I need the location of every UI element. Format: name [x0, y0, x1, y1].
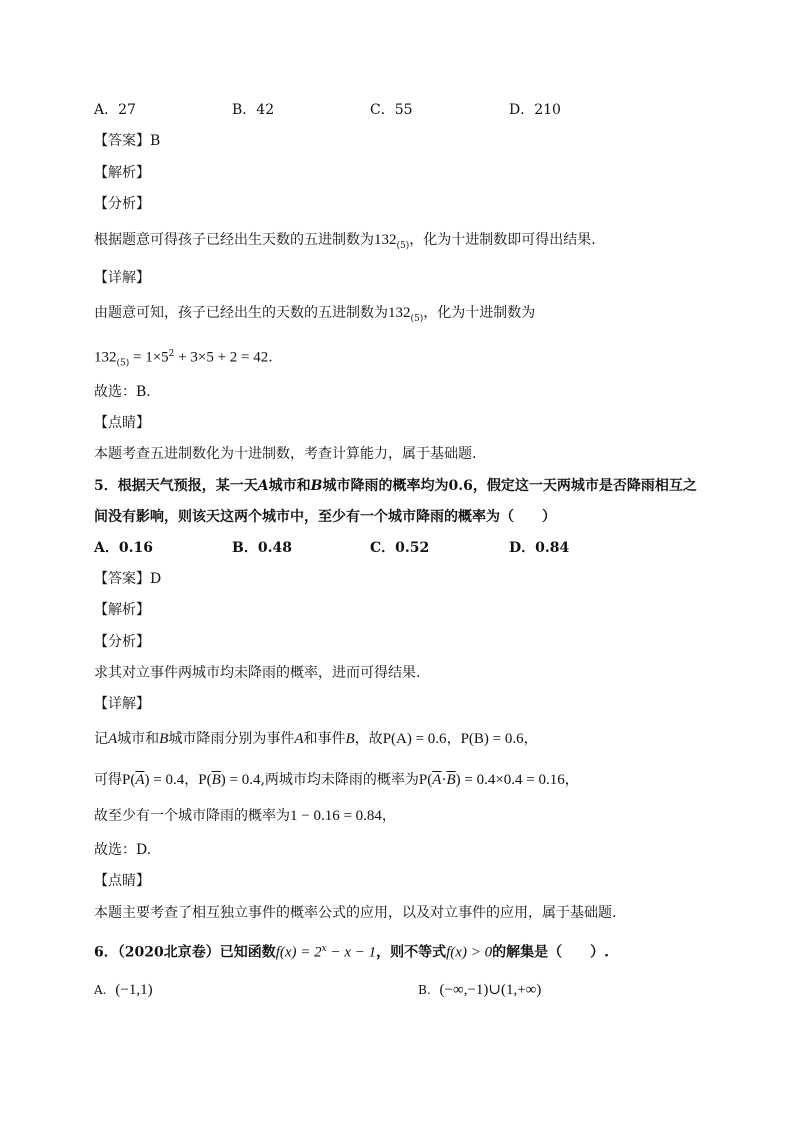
q6-stem: 6．（2020北京卷）已知函数$f(x) = 2^x - x - 1$，则不等式f(x) > 0的解集是（ ）.	[94, 944, 609, 961]
q5-option-b: B．0.48	[232, 540, 292, 556]
q4-choose: 故选：B.	[94, 384, 151, 400]
q5-detail-line3: 故至少有一个城市降雨的概率为1 − 0.16 = 0.84，	[94, 808, 396, 824]
q5-detail-line2: 可得$P(\overline{A}) = 0.4$，$P(\overline{B}) = 0.4$,两城市均未降雨的概率为$P(\overline{A}\cdot\overline{B}) = 0.4\times 0.4 = 0.16$，	[94, 772, 579, 788]
q4-fenxi-text: 根据题意可得孩子已经出生天数的五进制数为$132_{(5)}$，化为十进制数即可得出结果.	[94, 232, 596, 251]
q5-choose: 故选：D.	[94, 842, 152, 858]
q4-option-d: D．210	[509, 102, 561, 118]
q5-dianjing-heading: 【点睛】	[94, 873, 150, 889]
q4-answer: 【答案】B	[94, 133, 161, 149]
q4-option-b: B．42	[232, 102, 275, 118]
q5-option-a: A．0.16	[94, 540, 153, 556]
q5-fenxi-text: 求其对立事件两城市均未降雨的概率，进而可得结果.	[94, 665, 421, 681]
q4-calculation: $132_{(5)} = 1\times 5^2 + 3\times 5 + 2 = 42$.	[94, 349, 273, 369]
q4-option-a: A．27	[94, 102, 136, 118]
q5-stem-line1: 5．根据天气预报，某一天A城市和B城市降雨的概率均为0.6，假定这一天两城市是否降雨相互之	[94, 478, 697, 494]
q5-fenxi-heading: 【分析】	[94, 634, 150, 650]
q4-jiexi-heading: 【解析】	[94, 165, 150, 181]
q4-option-c: C．55	[370, 102, 413, 118]
q4-fenxi-heading: 【分析】	[94, 196, 150, 212]
q4-dianjing-heading: 【点睛】	[94, 415, 150, 431]
q6-option-a: A. (−1,1)	[94, 982, 153, 998]
q5-option-d: D．0.84	[509, 540, 570, 556]
q4-comment: 本题考查五进制数化为十进制数，考查计算能力，属于基础题.	[94, 446, 477, 462]
q5-answer: 【答案】D	[94, 571, 162, 587]
q5-jiexi-heading: 【解析】	[94, 602, 150, 618]
q5-xiangjie-heading: 【详解】	[94, 696, 150, 712]
q5-detail-line1: 记A城市和B城市降雨分别为事件A和事件B，故P(A) = 0.6，P(B) = 0.6，	[94, 731, 538, 747]
q6-option-b: B. (−∞,−1)∪(1,+∞)	[418, 982, 542, 998]
q4-detail-text: 由题意可知，孩子已经出生的天数的五进制数为$132_{(5)}$，化为十进制数为	[94, 305, 536, 324]
q5-stem-line2: 间没有影响，则该天这两个城市中，至少有一个城市降雨的概率为（ ）	[94, 509, 556, 525]
q5-comment: 本题主要考查了相互独立事件的概率公式的应用，以及对立事件的应用，属于基础题.	[94, 905, 617, 921]
q5-option-c: C．0.52	[370, 540, 430, 556]
q4-xiangjie-heading: 【详解】	[94, 270, 150, 286]
